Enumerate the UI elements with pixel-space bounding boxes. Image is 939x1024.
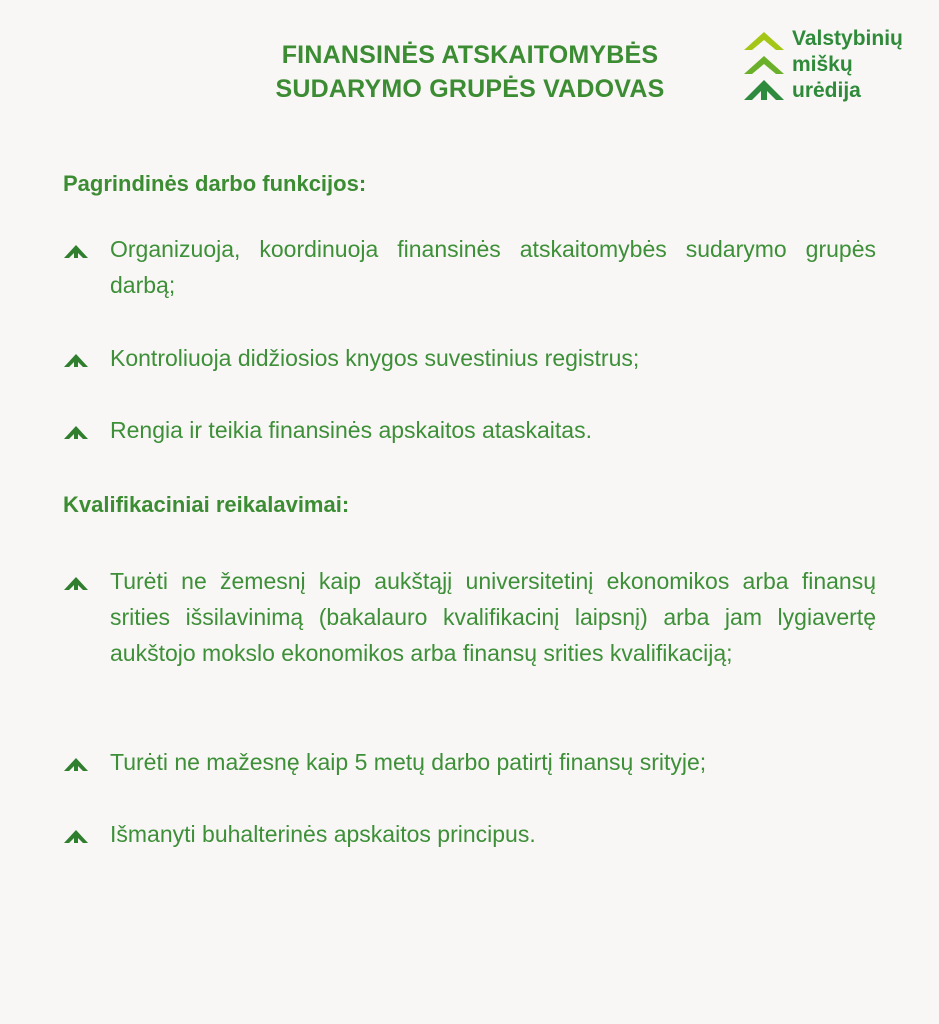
logo	[742, 26, 927, 108]
tree-chevron-icon	[63, 424, 89, 440]
requirements-heading: Kvalifikaciniai reikalavimai:	[63, 492, 350, 517]
page-title-line-2: SUDARYMO GRUPĖS VADOVAS	[275, 75, 665, 103]
logo-wordmark	[792, 26, 903, 104]
logo-line-3: urėdija	[792, 79, 861, 102]
spruce-tree-icon	[742, 28, 786, 104]
list-item-text: Rengia ir teikia finansinės apskaitos ataskaitas.	[110, 417, 592, 443]
tree-chevron-icon	[63, 352, 89, 368]
list-item	[63, 816, 876, 852]
list-item	[63, 231, 876, 303]
list-item	[63, 412, 876, 448]
list-item-text: Turėti ne žemesnį kaip aukštąjį universitetinį ekonomikos arba finansų srities išsilavinimą (bakalauro kvalifikacinį laipsnį) arba jam lygiavertę aukštojo mokslo ekonomikos arba finansų srities kvalifikaciją;	[110, 568, 876, 666]
list-item-text: Išmanyti buhalterinės apskaitos principus.	[110, 821, 536, 847]
tree-chevron-icon	[63, 828, 89, 844]
tree-chevron-icon	[63, 243, 89, 259]
list-item-text: Kontroliuoja didžiosios knygos suvestinius registrus;	[110, 345, 640, 371]
tree-chevron-icon	[63, 575, 89, 591]
tree-chevron-icon	[63, 756, 89, 772]
list-item	[63, 563, 876, 671]
page-title-line-1: FINANSINĖS ATSKAITOMYBĖS	[281, 41, 659, 69]
list-item-text: Turėti ne mažesnę kaip 5 metų darbo patirtį finansų srityje;	[110, 749, 707, 775]
functions-heading: Pagrindinės darbo funkcijos:	[63, 171, 367, 196]
logo-line-2: miškų	[792, 53, 853, 76]
list-item-text: Organizuoja, koordinuoja finansinės atskaitomybės sudarymo grupės darbą;	[110, 236, 876, 298]
list-item	[63, 340, 876, 376]
list-item	[63, 744, 876, 780]
page-title	[220, 38, 720, 106]
logo-line-1: Valstybinių	[792, 27, 903, 50]
